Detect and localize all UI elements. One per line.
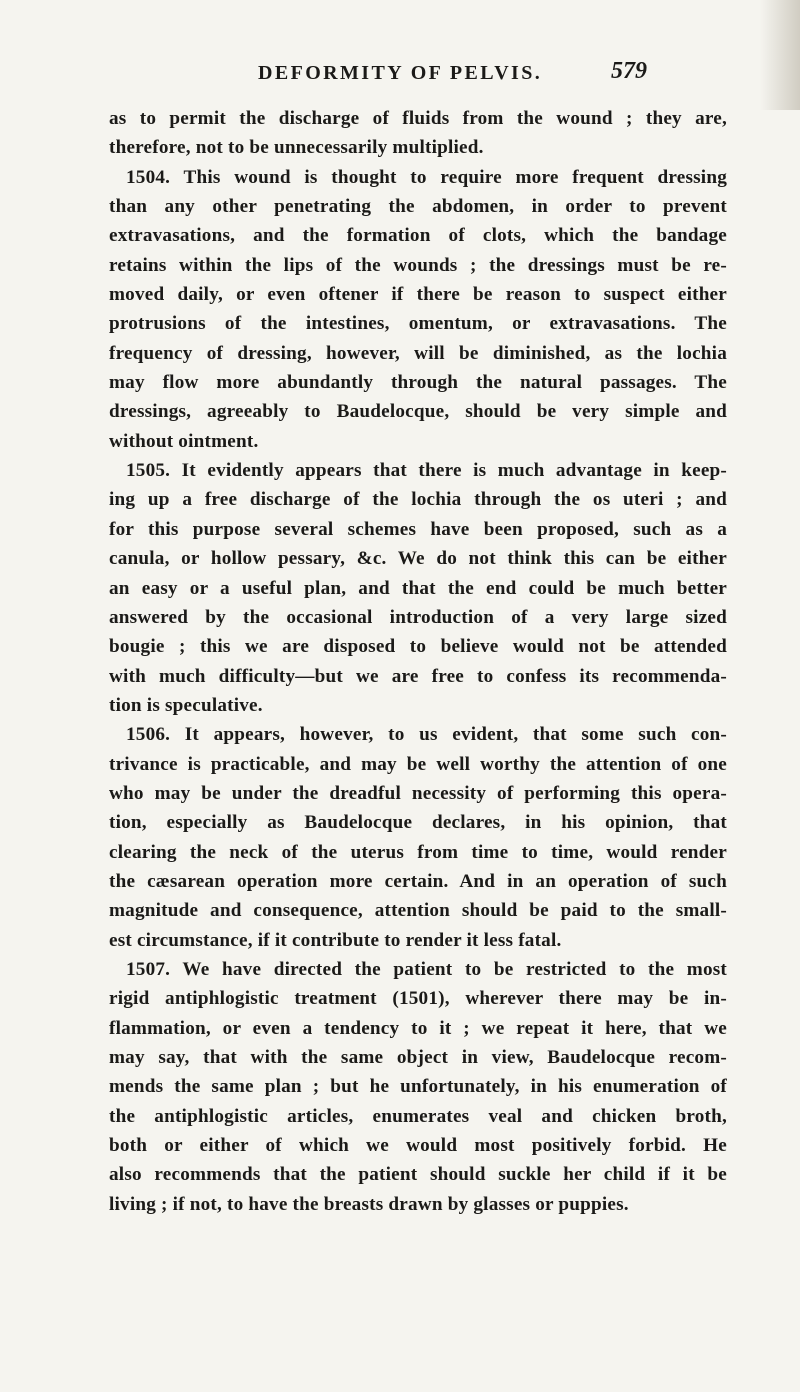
page-header xyxy=(0,56,800,96)
text-line: flammation, or even a tendency to it ; we repeat it here, that we xyxy=(109,1017,727,1039)
text-line: frequency of dressing, however, will be diminished, as the lochia xyxy=(109,342,727,364)
text-line: mends the same plan ; but he unfortunately, in his enumeration of xyxy=(109,1076,727,1098)
text-line: dressings, agreeably to Baudelocque, should be very simple and xyxy=(109,401,727,423)
running-head: DEFORMITY OF PELVIS. xyxy=(258,62,543,84)
text-line: moved daily, or even oftener if there be reason to suspect either xyxy=(109,284,727,306)
text-line: tion, especially as Baudelocque declares, in his opinion, that xyxy=(109,812,727,834)
text-line: 1505. It evidently appears that there is much advantage in keep- xyxy=(126,460,727,482)
text-line: retains within the lips of the wounds ; the dressings must be re- xyxy=(109,254,727,276)
text-line: ing up a free discharge of the lochia through the os uteri ; and xyxy=(109,489,727,511)
text-line: may say, that with the same object in view, Baudelocque recom- xyxy=(109,1047,727,1068)
text-line: rigid antiphlogistic treatment (1501), wherever there may be in- xyxy=(109,988,727,1010)
text-line: both or either of which we would most positively forbid. He xyxy=(109,1135,727,1157)
text-line: without ointment. xyxy=(109,430,259,452)
text-line: canula, or hollow pessary, &c. We do not think this can be either xyxy=(109,548,727,570)
text-line: who may be under the dreadful necessity of performing this opera- xyxy=(109,782,727,804)
text-line: therefore, not to be unnecessarily multiplied. xyxy=(109,137,484,159)
text-line: bougie ; this we are disposed to believe would not be attended xyxy=(109,636,727,658)
text-line: also recommends that the patient should suckle her child if it be xyxy=(109,1164,727,1186)
text-line: protrusions of the intestines, omentum, or extravasations. The xyxy=(109,313,727,335)
page-number: 579 xyxy=(611,58,647,84)
text-line: 1506. It appears, however, to us evident, that some such con- xyxy=(126,724,727,746)
text-line: than any other penetrating the abdomen, in order to prevent xyxy=(109,196,727,218)
text-line: as to permit the discharge of fluids from the wound ; they are, xyxy=(109,108,727,129)
text-line: extravasations, and the formation of clots, which the bandage xyxy=(109,225,727,247)
text-line: an easy or a useful plan, and that the end could be much better xyxy=(109,577,727,599)
text-line: answered by the occasional introduction of a very large sized xyxy=(109,606,727,628)
text-line: trivance is practicable, and may be well worthy the attention of one xyxy=(109,753,727,775)
text-line: clearing the neck of the uterus from time to time, would render xyxy=(109,841,727,863)
text-line: est circumstance, if it contribute to render it less fatal. xyxy=(109,929,562,951)
text-line: with much difficulty—but we are free to confess its recommenda- xyxy=(109,665,727,687)
text-line: the antiphlogistic articles, enumerates veal and chicken broth, xyxy=(109,1105,727,1127)
text-line: 1507. We have directed the patient to be restricted to the most xyxy=(126,958,727,980)
text-line: the cæsarean operation more certain. And in an operation of such xyxy=(109,870,727,892)
body-text xyxy=(109,104,727,1219)
text-line: tion is speculative. xyxy=(109,694,263,716)
text-line: 1504. This wound is thought to require more frequent dressing xyxy=(126,166,727,188)
text-line: magnitude and consequence, attention should be paid to the small- xyxy=(109,900,727,922)
text-line: living ; if not, to have the breasts drawn by glasses or puppies. xyxy=(109,1193,629,1215)
text-line: may flow more abundantly through the natural passages. The xyxy=(109,372,727,394)
text-line: for this purpose several schemes have been proposed, such as a xyxy=(109,518,727,540)
